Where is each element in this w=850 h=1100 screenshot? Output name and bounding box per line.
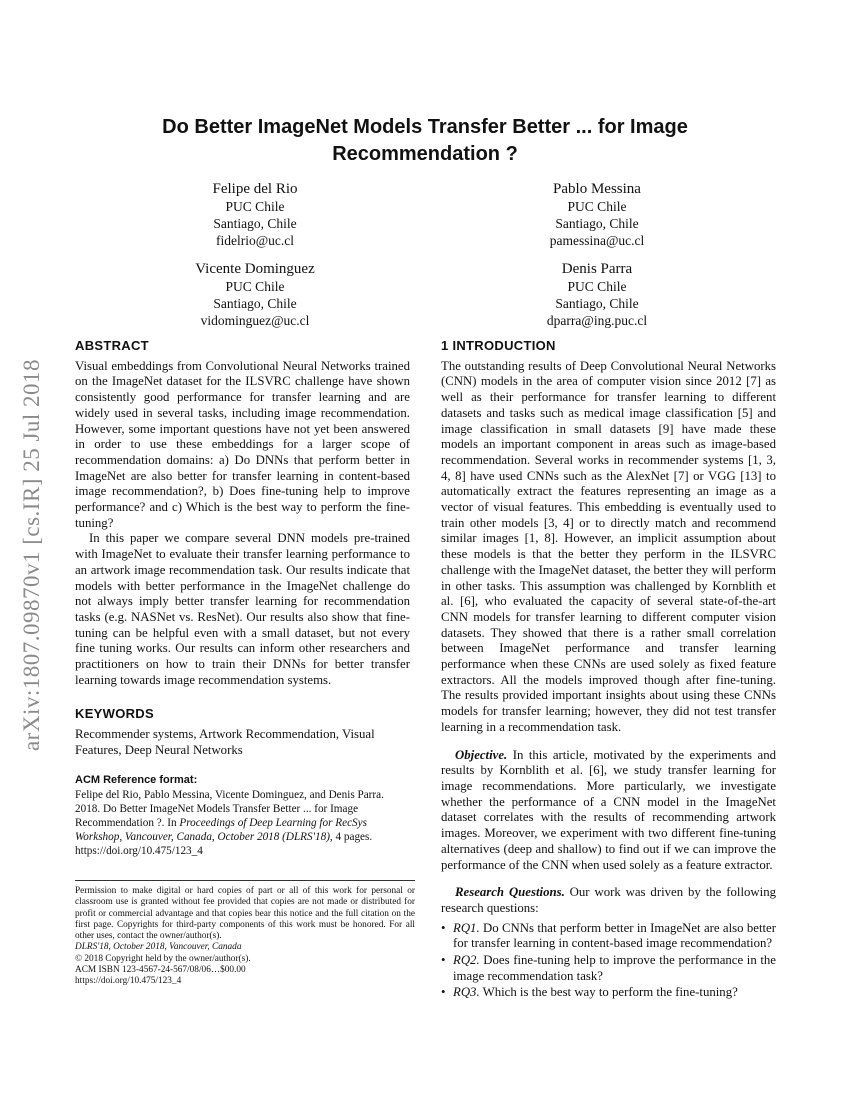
author-location: Santiago, Chile: [213, 296, 297, 311]
introduction-paragraph-1: The outstanding results of Deep Convolutional Neural Networks (CNN) models in the area of computer vision since 2012 [7] as well as their performance for transfer learning to different datasets and tasks such as medical image classification [5] and image classification in small datasets [9] have made these models an important component in areas such as image-based recommendation. Several works in recommender systems [1, 3, 4, 8] have used CNNs such as the AlexNet [7] or VGG [13] to automatically extract the features representing an image as a vector of visual features. This embedding is eventually used to train other models [3, 4] or to directly match and recommend similar images [1, 8]. However, an implicit assumption about these models is that the better they perform in the ILSVRC challenge with the ImageNet dataset, the better they will perform in other tasks. This assumption was challenged by Kornblith et al. [6], who evaluated the capacity of several state-of-the-art CNN models for transfer learning to different computer vision datasets. They showed that there is a rather small correlation between ImageNet performance and transfer learning performance when these CNNs are used solely as fixed feature extractors. All the models improved though after fine-tuning. The results provided important insights about using these CNNs models for transfer learning; however, they did not test transfer learning in a recommendation task.: [441, 358, 776, 734]
paper-title: Do Better ImageNet Models Transfer Better ... for Image Recommendation ?: [162, 116, 688, 165]
footnote-doi[interactable]: https://doi.org/10.475/123_4: [75, 976, 182, 987]
objective-text: In this article, motivated by the experiments and results by Kornblith et al. [6], we study transfer learning for image recommendations. More particularly, we investigate whether the performance of a CNN model in the ImageNet dataset correlates with the results of recommending artwork images. Moreover, we experiment with two different fine-tuning alternatives (deep and shallow) to find out if we can improve the performance of the CNN when used solely as a feature extractor.: [441, 747, 776, 872]
author-affiliation: PUC Chile: [225, 199, 285, 214]
keywords-text: Recommender systems, Artwork Recommendation, Visual Features, Deep Neural Networks: [75, 727, 375, 757]
acm-reference-heading: ACM Reference format:: [75, 773, 198, 786]
list-item: [441, 921, 776, 952]
copyright-footnote: [75, 880, 415, 988]
author-location: Santiago, Chile: [213, 216, 297, 231]
author-name: Vicente Dominguez: [195, 261, 315, 277]
rq-label: RQ1.: [453, 920, 480, 935]
list-item: [441, 953, 776, 984]
arxiv-stamp: [8, 305, 56, 805]
author-email: pamessina@uc.cl: [549, 233, 645, 248]
research-questions-label: Research Questions.: [455, 885, 565, 900]
permission-text: Permission to make digital or hard copies of part or all of this work for personal or classroom use is granted without fee provided that copies are not made or distributed for profit or commercial advantage and that copies bear this notice and the full citation on the first page. Copyrights for third-party components of this work must be honored. For all other uses, contact the owner/author(s).: [75, 886, 415, 942]
acm-reference-authors: Felipe del Rio, Pablo Messina, Vicente Dominguez, and Denis Parra. 2018. Do Better ImageNet Models Transfer Better ... for Image Recommendation ?. In: [75, 788, 384, 829]
conference-line: DLRS'18, October 2018, Vancouver, Canada: [75, 942, 242, 953]
author-block-2: [477, 180, 717, 249]
keywords-heading: KEYWORDS: [75, 706, 154, 722]
abstract-paragraph-1: Visual embeddings from Convolutional Neural Networks trained on the ImageNet dataset for the ILSVRC challenge have shown consistently good performance for transfer learning and are widely used in several tasks, including image recommendation. However, some important questions have not yet been answered in order to use these embeddings for a larger scope of recommendation domains: a) Do DNNs that perform better in ImageNet are also better for transfer learning in content-based image recommendation?, b) Does fine-tuning help to improve performance? and c) Which is the best way to perform the fine-tuning?: [75, 358, 410, 530]
abstract-heading: ABSTRACT: [75, 338, 149, 353]
rq-label: RQ2.: [453, 953, 480, 968]
isbn-line: ACM ISBN 123-4567-24-567/08/06…$00.00: [75, 965, 246, 976]
objective-label: Objective.: [455, 747, 508, 762]
rq-text: Do CNNs that perform better in ImageNet are also better for transfer learning in content-based image recommendation?: [453, 920, 776, 951]
research-questions-paragraph: [441, 885, 776, 916]
right-column: [441, 338, 776, 1002]
rq-text: Does fine-tuning help to improve the performance in the image recommendation task?: [453, 953, 776, 983]
author-name: Felipe del Rio: [212, 181, 298, 197]
author-affiliation: PUC Chile: [567, 199, 627, 214]
acm-reference-venue: Proceedings of Deep Learning for RecSys Workshop, Vancouver, Canada, October 2018 (DLRS'18),: [75, 816, 367, 843]
author-block-1: [135, 180, 375, 249]
research-questions-list: [441, 921, 776, 1002]
acm-reference: [75, 773, 410, 858]
author-email: dparra@ing.puc.cl: [546, 313, 648, 328]
author-name: Pablo Messina: [553, 181, 641, 197]
author-block-4: [477, 260, 717, 329]
author-affiliation: PUC Chile: [225, 279, 285, 294]
author-block-3: [135, 260, 375, 329]
research-questions-text: Our work was driven by the following research questions:: [441, 885, 776, 915]
author-email: vidominguez@uc.cl: [200, 313, 310, 328]
acm-reference-pages: 4 pages.: [332, 830, 373, 843]
rq-text: Which is the best way to perform the fine-tuning?: [479, 985, 738, 1000]
author-location: Santiago, Chile: [555, 296, 639, 311]
objective-paragraph: [441, 748, 776, 874]
list-item: [441, 985, 776, 1001]
left-column: [75, 338, 410, 858]
abstract-paragraph-2: In this paper we compare several DNN models pre-trained with ImageNet to evaluate their transfer learning performance to an artwork image recommendation task. Our results indicate that models with better performance in the ImageNet challenge do not always imply better transfer learning for recommendation tasks (e.g. NASNet vs. ResNet). Our results also show that fine-tuning can be helpful even with a small dataset, but not every fine tuning works. Our results can inform other researchers and practitioners on how to train their DNNs for better transfer learning towards image recommendation systems.: [75, 531, 410, 687]
acm-reference-doi[interactable]: https://doi.org/10.475/123_4: [75, 844, 203, 857]
introduction-heading: 1 INTRODUCTION: [441, 338, 556, 353]
author-location: Santiago, Chile: [555, 216, 639, 231]
author-email: fidelrio@uc.cl: [215, 233, 295, 248]
author-name: Denis Parra: [561, 261, 633, 277]
author-affiliation: PUC Chile: [567, 279, 627, 294]
copyright-line: © 2018 Copyright held by the owner/author(s).: [75, 953, 251, 964]
rq-label: RQ3.: [453, 985, 480, 1000]
arxiv-stamp-text: arXiv:1807.09870v1 [cs.IR] 25 Jul 2018: [19, 358, 44, 752]
